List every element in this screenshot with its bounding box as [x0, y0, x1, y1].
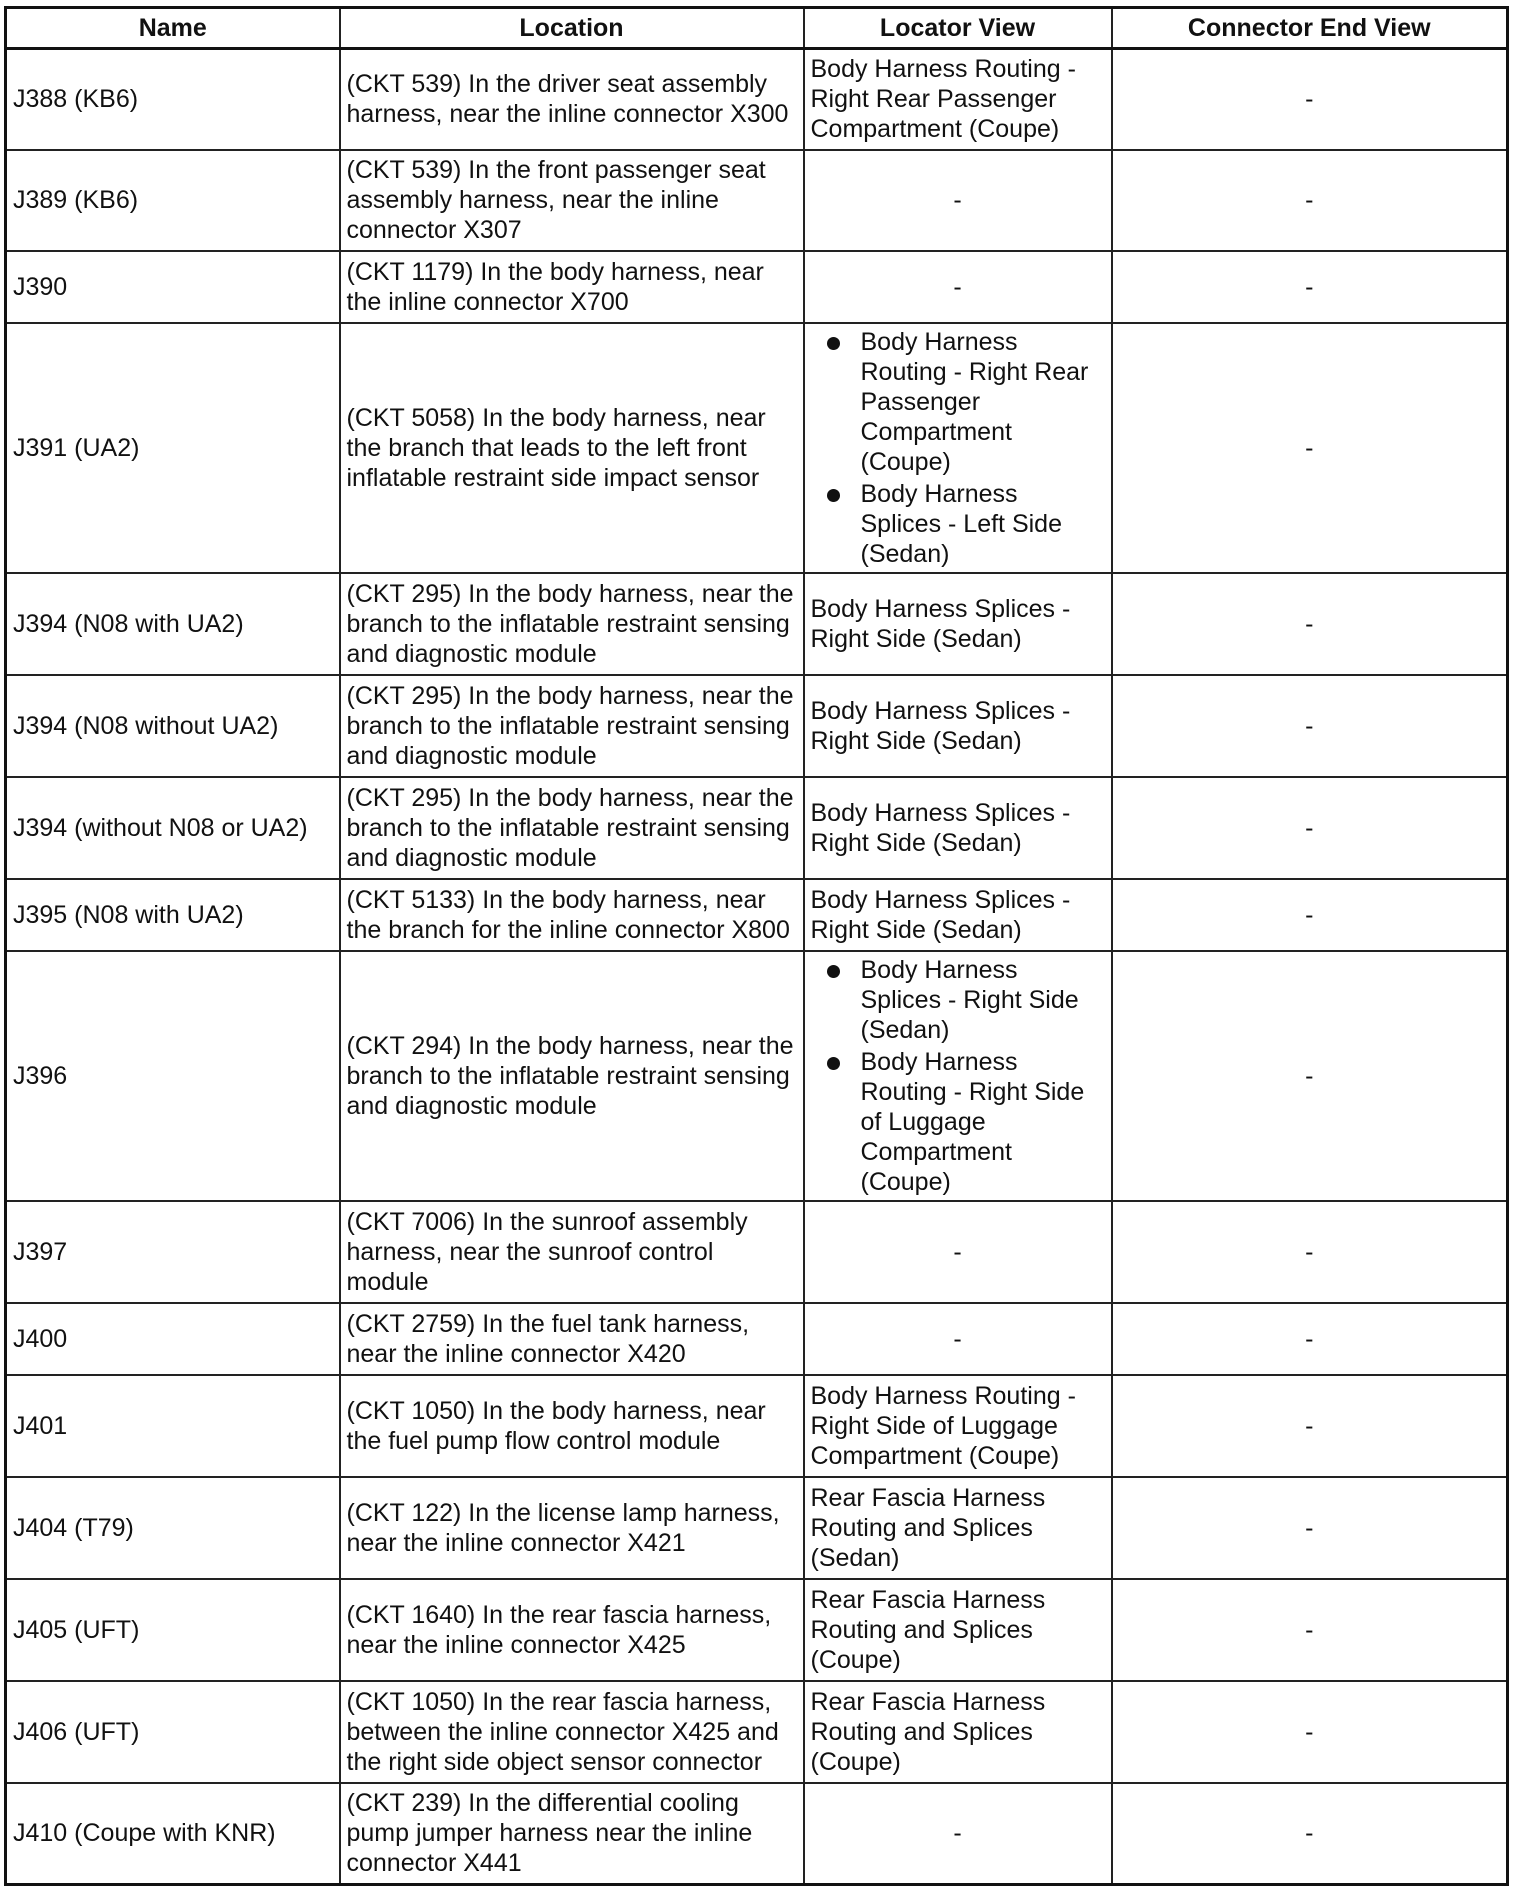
cell-connector-end-view: - — [1112, 251, 1508, 323]
cell-locator-view: - — [804, 1303, 1112, 1375]
cell-location: (CKT 1640) In the rear fascia harness, near the inline connector X425 — [340, 1579, 804, 1681]
table-row — [6, 1783, 1508, 1885]
header-connector-end-view: Connector End View — [1112, 8, 1508, 49]
header-location: Location — [340, 8, 804, 49]
table-row — [6, 1579, 1508, 1681]
list-item — [827, 955, 1105, 1045]
cell-locator-view: Body Harness Splices - Right Side (Sedan) — [804, 777, 1112, 879]
cell-connector-end-view: - — [1112, 150, 1508, 251]
cell-location: (CKT 2759) In the fuel tank harness, near the inline connector X420 — [340, 1303, 804, 1375]
table-row — [6, 1375, 1508, 1477]
cell-connector-end-view: - — [1112, 951, 1508, 1201]
cell-location: (CKT 239) In the differential cooling pump jumper harness near the inline connector X441 — [340, 1783, 804, 1885]
table-row — [6, 951, 1508, 1201]
cell-location: (CKT 539) In the front passenger seat assembly harness, near the inline connector X307 — [340, 150, 804, 251]
cell-name: J400 — [6, 1303, 340, 1375]
cell-location: (CKT 7006) In the sunroof assembly harness, near the sunroof control module — [340, 1201, 804, 1303]
cell-name: J397 — [6, 1201, 340, 1303]
cell-connector-end-view: - — [1112, 1579, 1508, 1681]
table-row — [6, 1303, 1508, 1375]
cell-location: (CKT 295) In the body harness, near the branch to the inflatable restraint sensing and diagnostic module — [340, 675, 804, 777]
table-row — [6, 879, 1508, 951]
table-row — [6, 323, 1508, 573]
table-row — [6, 777, 1508, 879]
splice-location-table — [4, 6, 1509, 1886]
table-row — [6, 573, 1508, 675]
cell-connector-end-view: - — [1112, 879, 1508, 951]
cell-locator-view: Body Harness Routing - Right Side of Luggage Compartment (Coupe) — [804, 1375, 1112, 1477]
cell-connector-end-view: - — [1112, 1477, 1508, 1579]
cell-name: J394 (N08 without UA2) — [6, 675, 340, 777]
table-row — [6, 1681, 1508, 1783]
cell-name: J391 (UA2) — [6, 323, 340, 573]
cell-connector-end-view: - — [1112, 49, 1508, 150]
list-item — [827, 327, 1105, 477]
locator-view-list — [811, 955, 1105, 1197]
cell-locator-view: - — [804, 251, 1112, 323]
cell-connector-end-view: - — [1112, 675, 1508, 777]
table-row — [6, 675, 1508, 777]
cell-name: J410 (Coupe with KNR) — [6, 1783, 340, 1885]
cell-connector-end-view: - — [1112, 1375, 1508, 1477]
cell-location: (CKT 539) In the driver seat assembly harness, near the inline connector X300 — [340, 49, 804, 150]
cell-name: J395 (N08 with UA2) — [6, 879, 340, 951]
cell-connector-end-view: - — [1112, 323, 1508, 573]
header-name: Name — [6, 8, 340, 49]
table-row — [6, 150, 1508, 251]
cell-name: J405 (UFT) — [6, 1579, 340, 1681]
cell-name: J394 (without N08 or UA2) — [6, 777, 340, 879]
cell-locator-view: Body Harness Routing - Right Rear Passenger Compartment (Coupe) — [804, 49, 1112, 150]
table-header-row — [6, 8, 1508, 49]
cell-location: (CKT 294) In the body harness, near the branch to the inflatable restraint sensing and diagnostic module — [340, 951, 804, 1201]
table-row — [6, 49, 1508, 150]
cell-locator-view: - — [804, 1201, 1112, 1303]
cell-name: J394 (N08 with UA2) — [6, 573, 340, 675]
cell-connector-end-view: - — [1112, 1783, 1508, 1885]
header-locator-view: Locator View — [804, 8, 1112, 49]
cell-location: (CKT 5133) In the body harness, near the branch for the inline connector X800 — [340, 879, 804, 951]
bullet-icon — [827, 965, 840, 978]
cell-locator-view: Rear Fascia Harness Routing and Splices (Sedan) — [804, 1477, 1112, 1579]
cell-locator-view: Body Harness Splices - Right Side (Sedan) — [804, 573, 1112, 675]
list-item — [827, 1047, 1105, 1197]
cell-connector-end-view: - — [1112, 777, 1508, 879]
cell-locator-view: - — [804, 150, 1112, 251]
cell-connector-end-view: - — [1112, 1681, 1508, 1783]
cell-connector-end-view: - — [1112, 573, 1508, 675]
cell-name: J401 — [6, 1375, 340, 1477]
bullet-icon — [827, 489, 840, 502]
cell-name: J406 (UFT) — [6, 1681, 340, 1783]
list-item — [827, 479, 1105, 569]
locator-view-list — [811, 327, 1105, 569]
cell-location: (CKT 1179) In the body harness, near the inline connector X700 — [340, 251, 804, 323]
cell-locator-view: Rear Fascia Harness Routing and Splices (Coupe) — [804, 1579, 1112, 1681]
cell-name: J396 — [6, 951, 340, 1201]
cell-locator-view — [804, 323, 1112, 573]
list-item-text: Body Harness Routing - Right Side of Luggage Compartment (Coupe) — [860, 1047, 1085, 1196]
list-item-text: Body Harness Splices - Right Side (Sedan) — [860, 955, 1079, 1044]
list-item-text: Body Harness Routing - Right Rear Passenger Compartment (Coupe) — [860, 327, 1089, 476]
cell-name: J404 (T79) — [6, 1477, 340, 1579]
bullet-icon — [827, 1057, 840, 1070]
cell-locator-view: Rear Fascia Harness Routing and Splices (Coupe) — [804, 1681, 1112, 1783]
cell-locator-view: - — [804, 1783, 1112, 1885]
cell-location: (CKT 295) In the body harness, near the branch to the inflatable restraint sensing and diagnostic module — [340, 573, 804, 675]
table-row — [6, 251, 1508, 323]
table-body — [6, 49, 1508, 1885]
cell-locator-view: Body Harness Splices - Right Side (Sedan) — [804, 879, 1112, 951]
cell-locator-view — [804, 951, 1112, 1201]
cell-name: J388 (KB6) — [6, 49, 340, 150]
cell-location: (CKT 122) In the license lamp harness, near the inline connector X421 — [340, 1477, 804, 1579]
table-row — [6, 1477, 1508, 1579]
table-row — [6, 1201, 1508, 1303]
cell-connector-end-view: - — [1112, 1303, 1508, 1375]
cell-locator-view: Body Harness Splices - Right Side (Sedan) — [804, 675, 1112, 777]
list-item-text: Body Harness Splices - Left Side (Sedan) — [860, 479, 1062, 568]
cell-location: (CKT 295) In the body harness, near the branch to the inflatable restraint sensing and diagnostic module — [340, 777, 804, 879]
cell-name: J390 — [6, 251, 340, 323]
cell-name: J389 (KB6) — [6, 150, 340, 251]
bullet-icon — [827, 337, 840, 350]
cell-location: (CKT 5058) In the body harness, near the branch that leads to the left front inflatable restraint side impact sensor — [340, 323, 804, 573]
cell-location: (CKT 1050) In the body harness, near the fuel pump flow control module — [340, 1375, 804, 1477]
cell-connector-end-view: - — [1112, 1201, 1508, 1303]
cell-location: (CKT 1050) In the rear fascia harness, between the inline connector X425 and the right side object sensor connector — [340, 1681, 804, 1783]
